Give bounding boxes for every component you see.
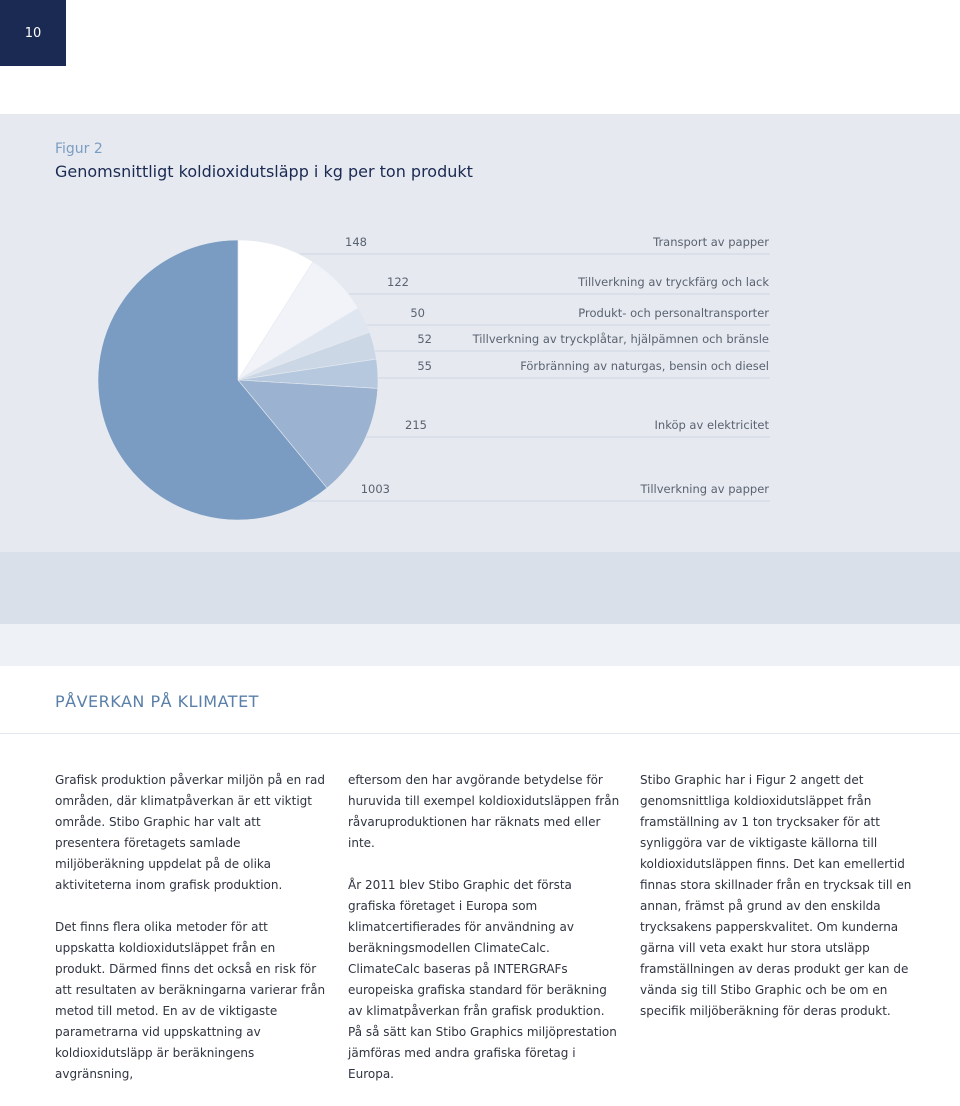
paragraph: Grafisk produktion påverkar miljön på en rad områden, där klimatpåverkan är ett viktigt område. Stibo Graphic har valt att presentera företagets samlade miljöberäkning uppdelat på de olika aktiviteterna inom grafisk produktion. (55, 773, 325, 892)
section-divider (0, 733, 960, 734)
slice-value-label: 148 (345, 235, 367, 249)
figure-title: Genomsnittligt koldioxidutsläpp i kg per ton produkt (55, 162, 473, 181)
slice-value-label: 50 (410, 306, 425, 320)
decorative-band (0, 552, 960, 624)
slice-value-label: 122 (387, 275, 409, 289)
text-column-1 (55, 770, 327, 1106)
slice-labels (345, 235, 769, 496)
slice-category-label: Produkt- och personaltransporter (578, 306, 769, 320)
slice-category-label: Tillverkning av papper (640, 482, 769, 496)
paragraph: Stibo Graphic har i Figur 2 angett det genomsnittliga koldioxidutsläppet från framställning av 1 ton trycksaker för att synliggöra var de viktigaste källorna till koldioxidutsläppen finns. Det kan emellertid finnas stora skillnader från en trycksak till en annan, främst på grund av den enskilda trycksakens papperskvalitet. Om kunderna gärna vill veta exakt hur stora utsläpp framställningen av deras produkt ger kan de vända sig till Stibo Graphic och be om en specifik miljöberäkning för deras produkt. (640, 773, 912, 1018)
slice-value-label: 52 (417, 332, 432, 346)
paragraph: eftersom den har avgörande betydelse för huruvida till exempel koldioxidutsläppen från råvaruproduktionen har räknats med eller inte. (348, 773, 620, 850)
slice-value-label: 215 (405, 418, 427, 432)
pie-slices (98, 240, 378, 520)
decorative-band-light (0, 624, 960, 666)
slice-value-label: 1003 (360, 482, 390, 496)
text-column-2 (348, 770, 620, 1106)
slice-category-label: Tillverkning av tryckfärg och lack (578, 275, 769, 289)
figure-label: Figur 2 (55, 141, 103, 157)
slice-value-label: 55 (417, 359, 432, 373)
slice-category-label: Inköp av elektricitet (654, 418, 769, 432)
paragraph: Det finns flera olika metoder för att uppskatta koldioxidutsläppet från en produkt. Därmed finns det också en risk för att resultaten av beräkningarna varierar från metod till metod. En av de viktigaste parametrarna vid uppskattning av koldioxidutsläpp är beräkningens avgränsning, (55, 920, 326, 1081)
slice-category-label: Tillverkning av tryckplåtar, hjälpämnen och bränsle (472, 332, 769, 346)
pie-chart (0, 114, 960, 552)
page-number: 10 (0, 0, 66, 66)
section-title: PÅVERKAN PÅ KLIMATET (55, 692, 259, 711)
text-column-3 (640, 770, 912, 1043)
slice-category-label: Transport av papper (653, 235, 769, 249)
slice-category-label: Förbränning av naturgas, bensin och diesel (520, 359, 769, 373)
paragraph: År 2011 blev Stibo Graphic det första grafiska företaget i Europa som klimatcertifierades för användning av beräkningsmodellen ClimateCalc. ClimateCalc baseras på INTERGRAFs europeiska grafiska standard för beräkning av klimatpåverkan från grafisk produktion. På så sätt kan Stibo Graphics miljöprestation jämföras med andra grafiska företag i Europa. (348, 878, 617, 1081)
